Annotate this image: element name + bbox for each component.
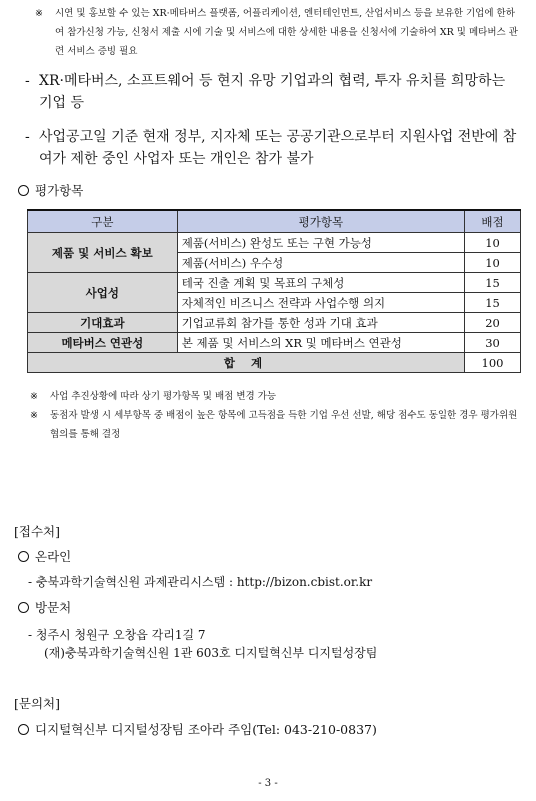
header-item: 평가항목 [177,210,464,233]
dash-item-1 [25,70,521,114]
visit-label: 방문처 [35,600,72,615]
table-row [28,313,521,333]
eval-heading [18,182,83,200]
header-score: 배점 [465,210,521,233]
circle-bullet-icon [18,602,29,613]
inquiry-contact [18,721,377,739]
contact-text: 디지털혁신부 디지털성장팀 조아라 주임(Tel: 043-210-0837) [35,722,377,737]
online-label: 온라인 [35,549,72,564]
dash-text: 사업공고일 기준 현재 정부, 지자체 또는 공공기관으로부터 지원사업 전반에 참여가 제한 중인 사업자 또는 개인은 참가 불가 [39,129,517,167]
table-row [28,273,521,293]
evaluation-table [27,209,521,373]
note-text: 시연 및 홍보할 수 있는 XR·메타버스 플랫폼, 어플리케이션, 엔터테인먼트, 산업서비스 등을 보유한 기업에 한하여 참가신청 가능, 신청서 제출 시에 기술 및 서비스에 대한 상세한 내용을 신청서에 기술하여 XR 및 메타버스 관련 서비스 증빙 필요 [55,8,518,57]
table-note-2 [30,406,522,444]
note-text: 동점자 발생 시 세부항목 중 배점이 높은 항목에 고득점을 득한 기업 우선 선발, 해당 점수도 동일한 경우 평가위원 협의를 통해 결정 [50,410,518,440]
note-mark: ※ [30,410,38,421]
visit-office: (재)충북과학기술혁신원 1관 603호 디지털혁신부 디지털성장팀 [44,646,378,660]
table-row [28,233,521,253]
circle-bullet-icon [18,551,29,562]
dash-mark: - [25,129,30,145]
item-cell: 테국 진출 계획 및 목표의 구체성 [177,273,464,293]
note-mark: ※ [35,8,43,19]
circle-bullet-icon [18,724,29,735]
page-number: - 3 - [258,778,278,789]
category-cell: 기대효과 [28,313,178,333]
score-cell: 15 [465,293,521,313]
score-cell: 10 [465,233,521,253]
header-category: 구분 [28,210,178,233]
table-row [28,333,521,353]
inquiry-title: [문의처] [14,696,60,711]
top-note [35,4,523,61]
score-cell: 15 [465,273,521,293]
eval-heading-text: 평가항목 [35,183,84,198]
item-cell: 기업교류회 참가를 통한 성과 기대 효과 [177,313,464,333]
dash-item-2 [25,126,521,170]
item-cell: 제품(서비스) 완성도 또는 구현 가능성 [177,233,464,253]
visit-address: - 청주시 청원구 오창읍 각리1길 7 [28,628,206,642]
table-total-row [28,353,521,373]
online-detail: - 충북과학기술혁신원 과제관리시스템 : http://bizon.cbist.or.kr [28,575,373,589]
item-cell: 본 제품 및 서비스의 XR 및 메타버스 연관성 [177,333,464,353]
item-cell: 자체적인 비즈니스 전략과 사업수행 의지 [177,293,464,313]
score-cell: 10 [465,253,521,273]
score-cell: 30 [465,333,521,353]
item-cell: 제품(서비스) 우수성 [177,253,464,273]
category-cell: 사업성 [28,273,178,313]
category-cell: 메타버스 연관성 [28,333,178,353]
reception-title: [접수처] [14,524,60,539]
total-label: 합 계 [28,353,465,373]
note-text: 사업 추진상황에 따라 상기 평가항목 및 배점 변경 가능 [50,391,277,402]
online-heading [18,548,71,566]
dash-text: XR·메타버스, 소프트웨어 등 현지 유망 기업과의 협력, 투자 유치를 희망하는 기업 등 [39,73,506,111]
visit-heading [18,599,71,617]
note-mark: ※ [30,391,38,402]
category-cell: 제품 및 서비스 확보 [28,233,178,273]
dash-mark: - [25,73,30,89]
table-note-1 [30,387,522,406]
table-header-row [28,210,521,233]
total-score: 100 [465,353,521,373]
score-cell: 20 [465,313,521,333]
circle-bullet-icon [18,185,29,196]
